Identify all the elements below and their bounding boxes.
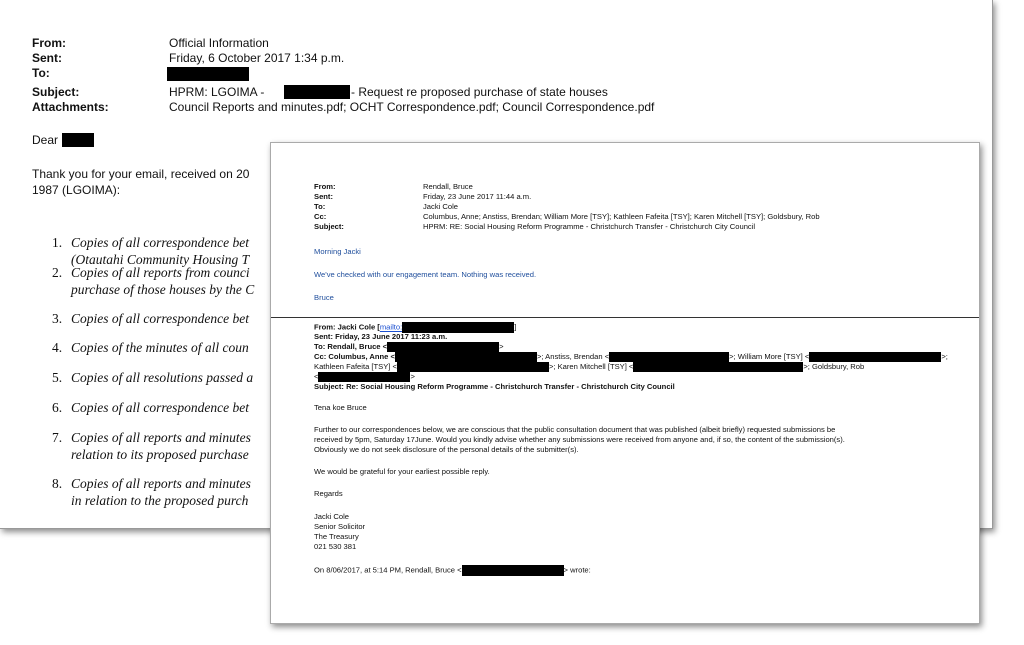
list-item-number: 7. [52, 430, 63, 445]
redaction-bar [318, 372, 410, 382]
letter-attachments-label: Attachments: [32, 100, 109, 114]
letter-from: Official Information [169, 36, 269, 50]
email-greeting: Morning Jacki [314, 247, 361, 256]
quoted-cc-line2 [314, 362, 864, 372]
quoted-cc8: < [314, 372, 319, 381]
mailto-link[interactable]: mailto: [379, 322, 403, 332]
quoted-para-reply: We would be grateful for your earliest possible reply. [314, 467, 490, 476]
letter-attachments: Council Reports and minutes.pdf; OCHT Correspondence.pdf; Council Correspondence.pdf [169, 100, 655, 114]
email-cc-label: Cc: [314, 212, 327, 221]
quoted-cc-line1 [314, 352, 948, 362]
sig-org: The Treasury [314, 532, 359, 541]
wrote-line [314, 565, 591, 576]
quoted-para-line3: Obviously we do not seek disclosure of the personal details of the submitter(s). [314, 445, 579, 454]
sig-title: Senior Solicitor [314, 522, 366, 531]
redaction-bar [167, 67, 249, 81]
letter-subject-post: - Request re proposed purchase of state houses [351, 85, 608, 99]
letter-from-label: From: [32, 36, 66, 50]
quoted-cc6: >; Karen Mitchell [TSY] < [548, 362, 634, 371]
quoted-regards: Regards [314, 489, 343, 498]
redaction-bar [387, 342, 499, 352]
redaction-bar [397, 362, 549, 372]
letter-dear: Dear [32, 133, 59, 147]
sig-phone: 021 530 381 [314, 542, 357, 551]
quoted-gt: > [410, 372, 415, 381]
letter-to-label: To: [32, 66, 50, 80]
redaction-bar [62, 133, 94, 147]
redaction-bar [395, 352, 537, 362]
quoted-gt: > [499, 342, 504, 351]
list-item-text: Copies of all resolutions passed a [71, 370, 254, 385]
letter-sent: Friday, 6 October 2017 1:34 p.m. [169, 51, 345, 65]
wrote-pre: On 8/06/2017, at 5:14 PM, Rendall, Bruce < [314, 565, 462, 575]
letter-subject-pre: HPRM: LGOIMA - [169, 85, 265, 99]
email-reply: We've checked with our engagement team. Nothing was received. [314, 270, 537, 279]
quoted-cc1: Cc: Columbus, Anne < [314, 352, 395, 361]
quoted-cc5: Kathleen Fafeita [TSY] < [314, 362, 397, 371]
email-cc: Columbus, Anne; Anstiss, Brendan; William More [TSY]; Kathleen Fafeita [TSY]; Karen Mitchell [TSY]; Goldsbury, Rob [423, 212, 820, 221]
list-item-number: 1. [52, 235, 63, 250]
quoted-subject-text: Subject: Re: Social Housing Reform Programme - Christchurch Transfer - Christchurch City Council [314, 382, 675, 391]
letter-intro-line2: 1987 (LGOIMA): [32, 183, 121, 197]
list-item-text: Copies of all reports and minutes [71, 476, 251, 491]
email-subject-label: Subject: [314, 222, 344, 231]
redaction-bar [633, 362, 803, 372]
quoted-sent: Sent: Friday, 23 June 2017 11:23 a.m. [314, 332, 448, 341]
list-item-text: Copies of all correspondence bet [71, 311, 249, 326]
letter-intro-line1: Thank you for your email, received on 20 [32, 167, 250, 181]
letter-subject-label: Subject: [32, 85, 80, 99]
quoted-to-line [314, 342, 504, 352]
quoted-to: To: Rendall, Bruce < [314, 342, 388, 351]
email-subject: HPRM: RE: Social Housing Reform Programme - Christchurch Transfer - Christchurch City Council [423, 222, 756, 231]
list-item-number: 5. [52, 370, 63, 385]
email-page [270, 142, 980, 624]
email-from: Rendall, Bruce [423, 182, 473, 191]
quoted-cc4: >; [941, 352, 948, 361]
email-from-label: From: [314, 182, 336, 191]
list-item-text: Copies of all correspondence bet [71, 400, 249, 415]
quoted-cc-line3 [314, 372, 415, 382]
quoted-cc7: >; Goldsbury, Rob [803, 362, 865, 371]
separator-rule [271, 317, 979, 318]
redaction-bar [809, 352, 941, 362]
list-item-text: Copies of all correspondence bet [71, 235, 249, 250]
wrote-post: > wrote: [563, 565, 591, 575]
quoted-cc2: >; Anstiss, Brendan < [536, 352, 610, 361]
list-item-number: 3. [52, 311, 63, 326]
redaction-bar [284, 85, 350, 99]
list-item-text: Copies of all reports from counci [71, 265, 250, 280]
quoted-from-end: ] [514, 322, 517, 332]
list-item-text: Copies of all reports and minutes [71, 430, 251, 445]
email-sent: Friday, 23 June 2017 11:44 a.m. [423, 192, 532, 201]
quoted-from: From: Jacki Cole [ [314, 322, 380, 332]
list-item-number: 6. [52, 400, 63, 415]
list-item-text-cont: (Otautahi Community Housing T [71, 252, 250, 267]
email-sent-label: Sent: [314, 192, 333, 201]
email-signoff: Bruce [314, 293, 334, 302]
quoted-subject [314, 382, 675, 391]
list-item-number: 4. [52, 340, 63, 355]
sig-name: Jacki Cole [314, 512, 350, 521]
email-to-label: To: [314, 202, 326, 211]
email-to: Jacki Cole [423, 202, 459, 211]
quoted-greeting: Tena koe Bruce [314, 403, 367, 412]
redaction-bar [609, 352, 729, 362]
letter-sent-label: Sent: [32, 51, 62, 65]
list-item-number: 2. [52, 265, 63, 280]
quoted-para-line2: received by 5pm, Saturday 17June. Would you kindly advise whether any submissions were received from anyone and, if so, the content of the submission(s). [314, 435, 845, 444]
list-item-text-cont: purchase of those houses by the C [71, 282, 255, 297]
list-item-text-cont: in relation to the proposed purch [71, 493, 249, 508]
list-item-text: Copies of the minutes of all coun [71, 340, 249, 355]
redaction-bar [462, 565, 564, 576]
quoted-para-line1: Further to our correspondences below, we are conscious that the public consultation document that was published (albeit briefly) requested submissions be [314, 425, 836, 434]
list-item-text-cont: relation to its proposed purchase [71, 447, 249, 462]
quoted-cc3: >; William More [TSY] < [729, 352, 810, 361]
list-item-number: 8. [52, 476, 63, 491]
